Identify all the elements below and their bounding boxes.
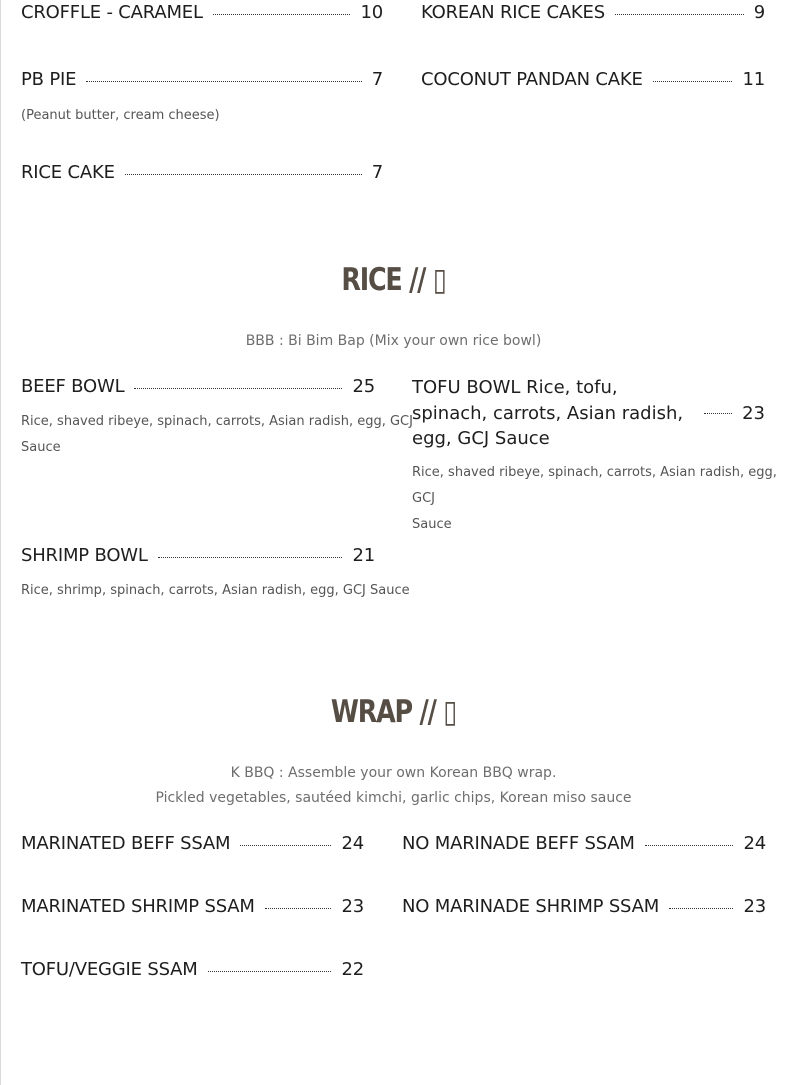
dot-leader — [669, 908, 733, 909]
section-subtitle-line: K BBQ : Assemble your own Korean BBQ wrap. — [230, 765, 557, 781]
item-description-line: Rice, shaved ribeye, spinach, carrots, Asian radish, egg, GCJ — [412, 465, 777, 506]
item-description: (Peanut butter, cream cheese) — [21, 108, 220, 123]
item-description — [21, 409, 413, 461]
menu-item-no-marinade-shrimp-ssam — [402, 894, 766, 920]
item-name: MARINATED SHRIMP SSAM — [21, 896, 255, 917]
item-name: NO MARINADE BEFF SSAM — [402, 833, 635, 854]
section-title-rice: RICE // ▯ — [341, 262, 446, 298]
section-subtitle-rice: BBB : Bi Bim Bap (Mix your own rice bowl) — [245, 333, 542, 349]
item-price: 23 — [742, 402, 765, 424]
item-name: MARINATED BEFF SSAM — [21, 833, 231, 854]
item-price: 25 — [352, 376, 375, 397]
dot-leader — [134, 388, 342, 389]
dot-leader — [645, 845, 734, 846]
item-description: Rice, shrimp, spinach, carrots, Asian radish, egg, GCJ Sauce — [21, 583, 410, 598]
dot-leader — [208, 971, 332, 972]
menu-item-marinated-beff-ssam — [21, 831, 364, 857]
item-price: 10 — [360, 2, 383, 23]
item-price: 11 — [742, 69, 765, 90]
menu-item-shrimp-bowl — [21, 543, 375, 569]
item-description-line: Sauce — [21, 440, 61, 455]
section-subtitle-wrap — [1, 761, 785, 811]
dot-leader — [265, 908, 332, 909]
item-description-line: Sauce — [412, 517, 452, 532]
dot-leader — [86, 81, 361, 82]
item-name: RICE CAKE — [21, 162, 115, 183]
section-subtitle-line: Pickled vegetables, sautéed kimchi, garlic chips, Korean miso sauce — [155, 790, 632, 806]
menu-item-korean-rice-cakes — [421, 0, 765, 26]
item-price: 21 — [352, 545, 375, 566]
item-price: 23 — [341, 896, 364, 917]
item-name: CROFFLE - CARAMEL — [21, 2, 203, 23]
item-description-line: Rice, shaved ribeye, spinach, carrots, Asian radish, egg, GCJ — [21, 414, 413, 429]
item-price: 24 — [341, 833, 364, 854]
menu-item-no-marinade-beff-ssam — [402, 831, 766, 857]
menu-item-rice-cake — [21, 160, 383, 186]
menu-item-tofu-veggie-ssam — [21, 957, 364, 983]
item-name: KOREAN RICE CAKES — [421, 2, 605, 23]
dot-leader — [158, 557, 343, 558]
dot-leader — [704, 413, 732, 414]
item-price: 24 — [743, 833, 766, 854]
item-price: 22 — [341, 959, 364, 980]
dot-leader — [213, 14, 351, 15]
menu-item-coconut-pandan-cake — [421, 67, 765, 93]
item-price: 23 — [743, 896, 766, 917]
dot-leader — [653, 81, 733, 82]
item-name: PB PIE — [21, 69, 77, 90]
item-name: SHRIMP BOWL — [21, 545, 148, 566]
item-name: TOFU/VEGGIE SSAM — [21, 959, 198, 980]
menu-item-croffle-caramel — [21, 0, 383, 26]
dot-leader — [615, 14, 744, 15]
section-title-wrap: WRAP // ▯ — [330, 694, 457, 730]
item-description — [412, 460, 785, 538]
item-price: 7 — [371, 162, 383, 183]
item-price: 7 — [371, 69, 383, 90]
item-name: TOFU BOWL Rice, tofu, spinach, carrots, Asian radish, egg, GCJ Sauce — [412, 377, 684, 449]
item-name: COCONUT PANDAN CAKE — [421, 69, 643, 90]
item-name: BEEF BOWL — [21, 376, 125, 397]
menu-item-pb-pie — [21, 67, 383, 93]
dot-leader — [240, 845, 331, 846]
menu-item-beef-bowl — [21, 374, 375, 400]
menu-item-tofu-bowl — [412, 375, 765, 452]
menu-item-marinated-shrimp-ssam — [21, 894, 364, 920]
item-price: 9 — [753, 2, 765, 23]
item-name: NO MARINADE SHRIMP SSAM — [402, 896, 660, 917]
dot-leader — [125, 174, 362, 175]
